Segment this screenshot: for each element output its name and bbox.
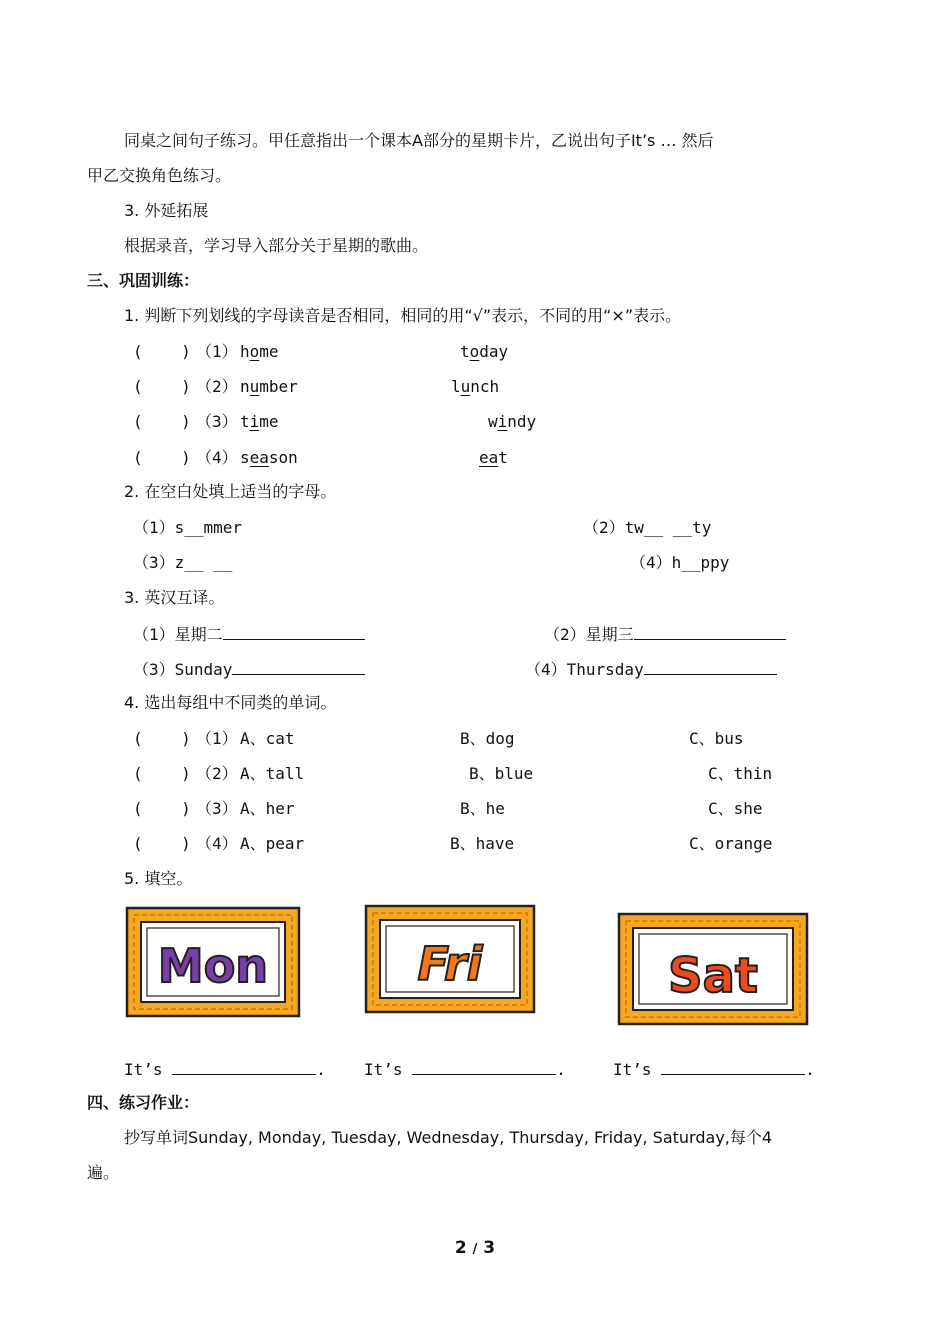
intro-line-2: 甲乙交换角色练习。	[87, 166, 232, 185]
answer-blank[interactable]	[644, 658, 777, 675]
answer-blank[interactable]	[172, 1058, 316, 1075]
day-card-word: Fri	[417, 937, 483, 991]
day-card-mon	[125, 906, 301, 1018]
q1-num: （2）	[196, 377, 238, 396]
q1-word-2: today	[460, 342, 509, 361]
q1-title: 1. 判断下列划线的字母读音是否相同，相同的用“√”表示，不同的用“×”表示。	[124, 306, 682, 325]
q2-title: 2. 在空白处填上适当的字母。	[124, 482, 337, 501]
option-a: A、pear	[240, 834, 305, 853]
q5-answer-line: It’s .	[364, 1060, 566, 1079]
q4-num: （1）	[196, 729, 238, 748]
answer-paren[interactable]: ( )	[133, 448, 191, 467]
answer-blank[interactable]	[232, 658, 365, 675]
section-3-title: 三、巩固训练：	[87, 271, 200, 290]
q5-answer-line: It’s .	[613, 1060, 815, 1079]
q1-num: （3）	[196, 412, 238, 431]
option-a: A、cat	[240, 729, 295, 748]
q1-word-1: time	[240, 412, 279, 431]
intro-line-1: 同桌之间句子练习。甲任意指出一个课本A部分的星期卡片，乙说出句子It’s … 然后	[124, 131, 714, 150]
q4-num: （4）	[196, 834, 238, 853]
option-c: C、orange	[689, 834, 773, 853]
q1-num: （4）	[196, 448, 238, 467]
answer-paren[interactable]: ( )	[133, 412, 191, 431]
answer-paren[interactable]: ( )	[133, 729, 191, 748]
q2-item: （4）h__ppy	[630, 553, 730, 572]
option-c: C、bus	[689, 729, 744, 748]
homework-line-1: 抄写单词Sunday, Monday, Tuesday, Wednesday, Thursday, Friday, Saturday,每个4	[124, 1128, 773, 1147]
option-c: C、thin	[708, 764, 773, 783]
answer-paren[interactable]: ( )	[133, 764, 191, 783]
q4-num: （2）	[196, 764, 238, 783]
q1-word-2: eat	[479, 448, 508, 467]
q3-item: （1）星期二	[133, 623, 365, 645]
q4-num: （3）	[196, 799, 238, 818]
answer-blank[interactable]	[412, 1058, 556, 1075]
q4-title: 4. 选出每组中不同类的单词。	[124, 693, 337, 712]
day-card-word: Sat	[668, 948, 758, 1004]
q1-num: （1）	[196, 342, 238, 361]
q1-word-1: home	[240, 342, 279, 361]
answer-blank[interactable]	[661, 1058, 805, 1075]
q5-title: 5. 填空。	[124, 869, 193, 888]
q3-item: （3）Sunday	[133, 658, 365, 680]
answer-blank[interactable]	[634, 623, 786, 640]
option-b: B、have	[450, 834, 515, 853]
option-c: C、she	[708, 799, 763, 818]
answer-blank[interactable]	[223, 623, 365, 640]
answer-paren[interactable]: ( )	[133, 799, 191, 818]
option-a: A、her	[240, 799, 295, 818]
q5-answer-line: It’s .	[124, 1060, 326, 1079]
q3-title: 3. 英汉互译。	[124, 588, 225, 607]
day-card-fri	[364, 904, 536, 1014]
q1-word-1: season	[240, 448, 298, 467]
option-b: B、dog	[460, 729, 515, 748]
item-3-heading: 3. 外延拓展	[124, 201, 209, 220]
item-3-text: 根据录音，学习导入部分关于星期的歌曲。	[124, 236, 429, 255]
day-card-word: Mon	[157, 939, 269, 993]
q3-item: （4）Thursday	[525, 658, 777, 680]
answer-paren[interactable]: ( )	[133, 834, 191, 853]
q1-word-1: number	[240, 377, 298, 396]
option-b: B、blue	[469, 764, 534, 783]
option-b: B、he	[460, 799, 505, 818]
section-4-title: 四、练习作业：	[87, 1093, 200, 1112]
q3-item: （2）星期三	[544, 623, 786, 645]
q2-item: （1）s__mmer	[133, 518, 243, 537]
answer-paren[interactable]: ( )	[133, 342, 191, 361]
q1-word-2: windy	[488, 412, 537, 431]
q2-item: （3）z__ __	[133, 553, 233, 572]
answer-paren[interactable]: ( )	[133, 377, 191, 396]
homework-line-2: 遍。	[87, 1163, 120, 1182]
option-a: A、tall	[240, 764, 305, 783]
q1-word-2: lunch	[451, 377, 500, 396]
q2-item: （2）tw__ __ty	[583, 518, 712, 537]
day-card-sat	[617, 912, 809, 1026]
page-number: 2 / 3	[454, 1238, 496, 1258]
